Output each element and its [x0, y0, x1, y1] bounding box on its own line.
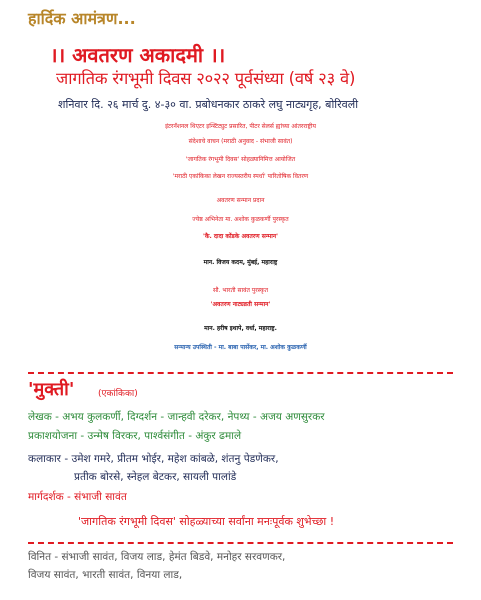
- event-title: जागतिक रंगभूमी दिवस २०२२ पूर्वसंध्या (वर्ष २३ वे): [56, 69, 356, 88]
- award2-sponsor: सौ. भारती सावंत पुरस्कृत: [212, 287, 269, 294]
- divider-1: [28, 372, 453, 374]
- wishes-line: 'जागतिक रंगभूमी दिवस' सोहळ्याच्या सर्वांना मनःपूर्वक शुभेच्छा !: [78, 515, 335, 528]
- award2-recipient: मान. हरीष इथापे, वर्धा, महाराष्ट्र.: [204, 325, 277, 332]
- play-type: (एकांकिका): [98, 389, 138, 399]
- guests-line: सन्मान्य उपस्थिती - मा. बाबा पार्सेकर, मा. अशोक कुळकर्णी: [174, 344, 307, 351]
- award1-sponsor: ज्येष्ठ अभिनेता मा. अशोक कुळकर्णी पुरस्कृत: [192, 216, 289, 223]
- play-title: 'मुक्ती': [28, 379, 75, 400]
- divider-2: [28, 542, 453, 544]
- awards-heading: अवतरण सन्मान प्रदान: [216, 197, 265, 204]
- program-line-3: 'जागतिक रंगभूमी दिवस' सोहळ्यानिमित्त आयोजित: [185, 156, 296, 163]
- award2-title: 'अवतरण नाट्यव्रती सन्मान': [210, 301, 271, 308]
- guide-line: मार्गदर्शक - संभाजी सावंत: [28, 491, 127, 503]
- invitees-line-1: विनित - संभाजी सावंत, विजय लाड, हेमंत बिडवे, मनोहर सरवणकर,: [28, 551, 286, 563]
- crew-line-2: प्रकाशयोजना - उन्मेष विरकर, पार्श्वसंगीत - अंकुर ढमाले: [28, 430, 242, 442]
- award1-recipient: मान. विजय कदम, मुंबई, महाराष्ट्र: [203, 259, 278, 266]
- program-line-2: संदेशाचे वाचन (मराठी अनुवाद - संभाजी सावंत): [188, 138, 293, 145]
- date-venue: शनिवार दि. २६ मार्च दु. ४-३० वा. प्रबोधनकार ठाकरे लघु नाट्यगृह, बोरिवली: [58, 98, 359, 111]
- award1-title: 'कै. दादा कोंडके अवतरण सन्मान': [203, 233, 278, 240]
- org-name: ।। अवतरण अकादमी ।।: [50, 43, 226, 67]
- invitees-line-2: विजय सावंत, भारती सावंत, विनया लाड,: [28, 569, 183, 581]
- program-line-1: इंटरनॅशनल थिएटर इन्स्टिट्युट प्रसारित, पीटर सेलर्स ह्यांच्या आंतरराष्ट्रीय: [165, 123, 316, 130]
- cast-line-2: प्रतीक बोरसे, स्नेहल बेटकर, सायली पालांडे: [74, 471, 237, 483]
- cast-line-1: कलाकार - उमेश गमरे, प्रीतम भोईर, महेश कांबळे, शंतनु पेडणेकर,: [28, 453, 279, 465]
- program-line-4: 'मराठी एकांकिका लेखन राज्यस्तरीय स्पर्धा' पारितोषिक वितरण: [172, 173, 309, 180]
- greeting: हार्दिक आमंत्रण...: [28, 9, 136, 28]
- crew-line-1: लेखक - अभय कुलकर्णी, दिग्दर्शन - जान्हवी दरेकर, नेपथ्य - अजय अणसुरकर: [28, 411, 325, 423]
